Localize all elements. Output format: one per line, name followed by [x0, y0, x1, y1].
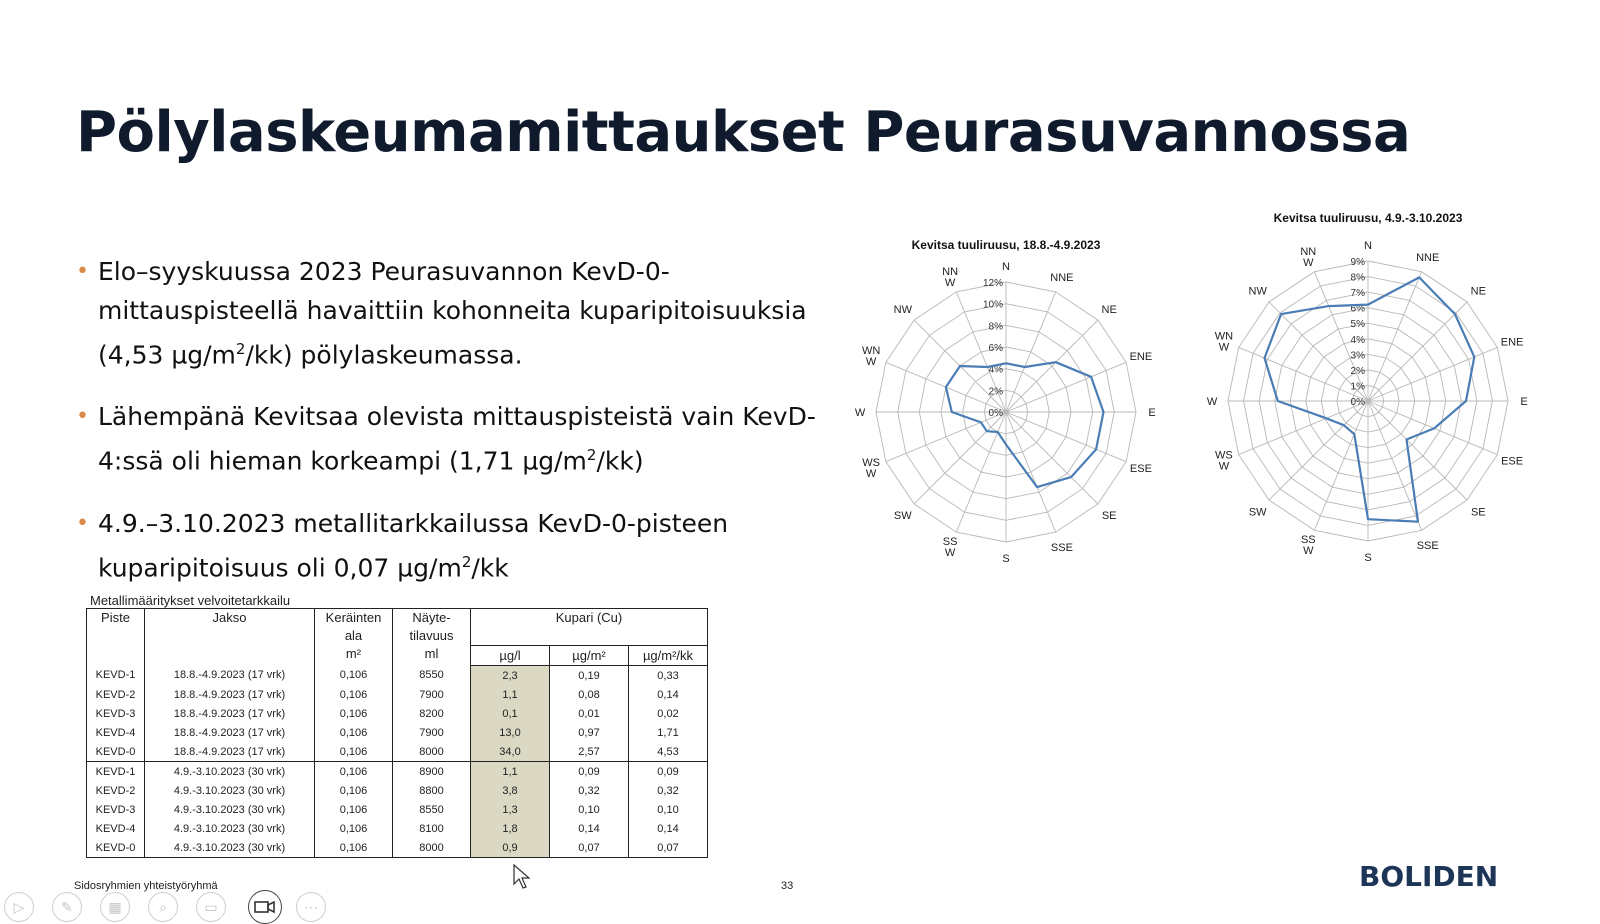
direction-label: N: [1002, 261, 1010, 273]
grid-spoke: [956, 412, 1006, 532]
table-cell: 0,14: [629, 685, 708, 704]
series-line: [946, 362, 1104, 487]
table-row: [87, 666, 708, 686]
camera-glyph: [254, 900, 276, 914]
grid-spoke: [886, 412, 1006, 462]
direction-label: WN W: [861, 345, 881, 369]
direction-label: NN W: [1300, 245, 1317, 269]
table-cell: 0,32: [629, 781, 708, 800]
zoom-icon[interactable]: ⌕: [148, 892, 178, 922]
direction-label: NE: [1101, 303, 1117, 316]
direction-label: WS W: [862, 456, 880, 480]
grid-spoke: [1239, 347, 1368, 401]
table-cell: 1,3: [471, 800, 550, 819]
pen-icon[interactable]: ✎: [52, 892, 82, 922]
direction-label: W: [1206, 396, 1218, 408]
grid-spoke: [1368, 401, 1467, 500]
ring-label: 4%: [1350, 334, 1365, 346]
header-unit-ugl: µg/l: [471, 646, 550, 666]
table-cell: 0,02: [629, 704, 708, 723]
table-cell: 0,10: [629, 800, 708, 819]
grid-spoke: [1006, 412, 1098, 504]
wind-rose-chart-2: [1206, 210, 1560, 580]
table-cell: 0,32: [550, 781, 629, 800]
chart-title: Kevitsa tuuliruusu, 18.8.-4.9.2023: [911, 238, 1101, 252]
grid-spoke: [1006, 362, 1126, 412]
header-tilavuus: Näyte- tilavuus ml: [393, 609, 471, 666]
slide-title: Pölylaskeumamittaukset Peurasuvannossa: [76, 100, 1411, 165]
direction-label: SS W: [1300, 534, 1316, 558]
ring-label: 3%: [1350, 350, 1365, 362]
table-row: [87, 704, 708, 723]
table-cell: 1,1: [471, 762, 550, 782]
table-cell: 18.8.-4.9.2023 (17 vrk): [145, 666, 315, 686]
table-cell: 0,33: [629, 666, 708, 686]
ring-label: 0%: [988, 408, 1003, 419]
table-cell: 18.8.-4.9.2023 (17 vrk): [145, 704, 315, 723]
table-cell: 18.8.-4.9.2023 (17 vrk): [145, 742, 315, 762]
ring-label: 10%: [982, 299, 1003, 311]
direction-label: SSE: [1050, 541, 1073, 554]
table-cell: 4.9.-3.10.2023 (30 vrk): [145, 800, 315, 819]
page-number: 33: [781, 880, 794, 892]
table-cell: 0,19: [550, 666, 629, 686]
ring-label: 8%: [988, 321, 1003, 333]
header-ala: Keräinten ala m²: [315, 609, 393, 666]
header-kupari: Kupari (Cu): [471, 609, 708, 646]
table-cell: 0,9: [471, 838, 550, 858]
ring-label: 8%: [1350, 272, 1365, 284]
direction-label: NW: [1248, 285, 1267, 298]
table-cell: KEVD-0: [87, 838, 145, 858]
presentation-toolbar: [0, 888, 360, 920]
table-cell: KEVD-4: [87, 723, 145, 742]
table-cell: 8900: [393, 762, 471, 782]
direction-label: SE: [1101, 510, 1117, 523]
superscript: 2: [586, 446, 597, 465]
table-caption: Metallimääritykset velvoitetarkkailu: [90, 593, 291, 608]
table-cell: 8000: [393, 742, 471, 762]
table-row: [87, 800, 708, 819]
table-row: [87, 685, 708, 704]
direction-label: E: [1520, 396, 1528, 408]
header-jakso: Jakso: [145, 609, 315, 666]
table-cell: 0,14: [550, 819, 629, 838]
table-cell: 3,8: [471, 781, 550, 800]
ring-label: 4%: [988, 364, 1003, 376]
ring-label: 9%: [1350, 257, 1365, 268]
ring-label: 7%: [1350, 288, 1365, 300]
direction-label: S: [1002, 553, 1010, 565]
table-cell: 0,106: [315, 666, 393, 686]
header-piste: Piste: [87, 609, 145, 666]
grid-spoke: [1006, 412, 1126, 462]
table-cell: KEVD-2: [87, 781, 145, 800]
table-cell: 8550: [393, 666, 471, 686]
table-cell: 8100: [393, 819, 471, 838]
table-row: [87, 723, 708, 742]
boliden-logo: BOLIDEN: [1359, 860, 1499, 893]
ring-label: 2%: [988, 386, 1003, 398]
bullet-text: Lähempänä Kevitsaa olevista mittauspisteistä vain KevD-4:ssä oli hieman korkeampi (1,71 µg/m: [98, 402, 816, 476]
grid-spoke: [914, 412, 1006, 504]
table-cell: 0,09: [550, 762, 629, 782]
bullet-text-end: /kk): [596, 446, 644, 476]
table-cell: 0,07: [550, 838, 629, 858]
direction-label: SSE: [1416, 540, 1439, 553]
direction-label: WN W: [1214, 330, 1234, 354]
table-cell: KEVD-4: [87, 819, 145, 838]
table-cell: KEVD-0: [87, 742, 145, 762]
direction-label: NNE: [1050, 272, 1074, 285]
bullet-marker: •: [76, 510, 89, 536]
bullet-item: [76, 397, 836, 480]
ring-label: 12%: [982, 278, 1003, 289]
bullet-text-end: /kk) pölylaskeumassa.: [245, 340, 523, 370]
header-unit-ugm2: µg/m²: [550, 646, 629, 666]
table-cell: 0,09: [629, 762, 708, 782]
table-cell: 8550: [393, 800, 471, 819]
superscript: 2: [235, 340, 246, 358]
table-cell: 2,3: [471, 666, 550, 686]
table-row: [87, 762, 708, 782]
table-cell: 0,106: [315, 704, 393, 723]
table-cell: 4.9.-3.10.2023 (30 vrk): [145, 819, 315, 838]
superscript: 2: [461, 552, 472, 571]
grid-spoke: [1368, 347, 1497, 401]
table-cell: KEVD-3: [87, 704, 145, 723]
table-cell: 0,01: [550, 704, 629, 723]
more-options-icon[interactable]: ⋯: [296, 892, 326, 922]
table-cell: KEVD-3: [87, 800, 145, 819]
table-cell: 34,0: [471, 742, 550, 762]
table-cell: 4.9.-3.10.2023 (30 vrk): [145, 762, 315, 782]
table-cell: 0,07: [629, 838, 708, 858]
grid-spoke: [1368, 401, 1422, 530]
bullet-item: [76, 504, 836, 587]
table-cell: 7900: [393, 723, 471, 742]
wind-rose-chart-1: [854, 237, 1205, 577]
table-cell: 2,57: [550, 742, 629, 762]
bullet-text-end: /kk: [471, 552, 509, 582]
direction-label: W: [854, 407, 866, 419]
camera-icon[interactable]: [248, 890, 282, 924]
subtitles-icon[interactable]: ▭: [196, 892, 226, 922]
table-cell: 0,106: [315, 781, 393, 800]
direction-label: ESE: [1501, 455, 1524, 468]
footer-text: Sidosryhmien yhteistyöryhmä: [74, 880, 218, 892]
table-cell: KEVD-2: [87, 685, 145, 704]
direction-label: SW: [893, 510, 912, 523]
table-cell: 8000: [393, 838, 471, 858]
chart-title: Kevitsa tuuliruusu, 4.9.-3.10.2023: [1273, 211, 1463, 225]
direction-label: SS W: [942, 535, 958, 559]
table-cell: 4,53: [629, 742, 708, 762]
table-row: [87, 742, 708, 762]
ring-label: 1%: [1350, 381, 1365, 393]
table-cell: 0,106: [315, 685, 393, 704]
direction-label: SE: [1470, 506, 1486, 519]
direction-label: NW: [893, 303, 912, 316]
ring-label: 5%: [1350, 319, 1365, 331]
direction-label: NE: [1470, 285, 1486, 298]
table-cell: 8800: [393, 781, 471, 800]
table-cell: 1,8: [471, 819, 550, 838]
table-cell: 0,97: [550, 723, 629, 742]
bullet-text: Elo–syyskuussa 2023 Peurasuvannon KevD-0-mittauspisteellä havaittiin kohonneita kuparipitoisuuksia (4,53 µg/m: [98, 257, 807, 370]
grid-spoke: [1006, 412, 1056, 532]
ring-label: 6%: [1350, 303, 1365, 315]
table-cell: 1,1: [471, 685, 550, 704]
direction-label: ENE: [1129, 351, 1153, 364]
ring-label: 6%: [988, 343, 1003, 354]
direction-label: E: [1148, 407, 1156, 419]
table-row: [87, 781, 708, 800]
mouse-cursor-icon: [513, 864, 531, 890]
table-cell: 0,14: [629, 819, 708, 838]
header-unit-ugm2kk: µg/m²/kk: [629, 646, 708, 666]
table-cell: 4.9.-3.10.2023 (30 vrk): [145, 838, 315, 858]
table-cell: 18.8.-4.9.2023 (17 vrk): [145, 723, 315, 742]
direction-label: ENE: [1500, 336, 1524, 349]
bullet-list: [76, 252, 836, 610]
table-cell: 1,71: [629, 723, 708, 742]
table-cell: 0,106: [315, 838, 393, 858]
bullet-marker: •: [76, 259, 89, 284]
table-cell: 13,0: [471, 723, 550, 742]
direction-label: SW: [1248, 506, 1267, 519]
direction-label: ESE: [1129, 462, 1152, 475]
table-cell: 7900: [393, 685, 471, 704]
table-cell: 0,106: [315, 819, 393, 838]
bullet-item: [76, 252, 836, 374]
bullet-text: 4.9.–3.10.2023 metallitarkkailussa KevD-0-pisteen kuparipitoisuus oli 0,07 µg/m: [98, 508, 729, 582]
direction-label: NNE: [1416, 251, 1440, 264]
ring-label: 2%: [1350, 365, 1365, 377]
table-cell: 0,1: [471, 704, 550, 723]
metal-table: [86, 608, 708, 858]
bullet-marker: •: [76, 404, 89, 430]
table-cell: 0,106: [315, 762, 393, 782]
table-cell: 8200: [393, 704, 471, 723]
table-cell: 0,106: [315, 723, 393, 742]
play-icon[interactable]: ▷: [4, 892, 34, 922]
table-cell: KEVD-1: [87, 666, 145, 686]
table-row: [87, 838, 708, 858]
table-cell: 0,106: [315, 800, 393, 819]
table-row: [87, 819, 708, 838]
table-cell: 18.8.-4.9.2023 (17 vrk): [145, 685, 315, 704]
direction-label: WS W: [1215, 449, 1233, 473]
table-cell: 0,10: [550, 800, 629, 819]
table-cell: 0,08: [550, 685, 629, 704]
table-cell: 0,106: [315, 742, 393, 762]
direction-label: NN W: [942, 266, 959, 290]
grid-spoke: [1006, 292, 1056, 412]
direction-label: N: [1364, 240, 1372, 252]
grid-spoke: [1368, 302, 1467, 401]
ring-label: 0%: [1350, 397, 1365, 408]
direction-label: S: [1364, 552, 1372, 564]
slides-grid-icon[interactable]: ▦: [100, 892, 130, 922]
table-cell: KEVD-1: [87, 762, 145, 782]
table-cell: 4.9.-3.10.2023 (30 vrk): [145, 781, 315, 800]
